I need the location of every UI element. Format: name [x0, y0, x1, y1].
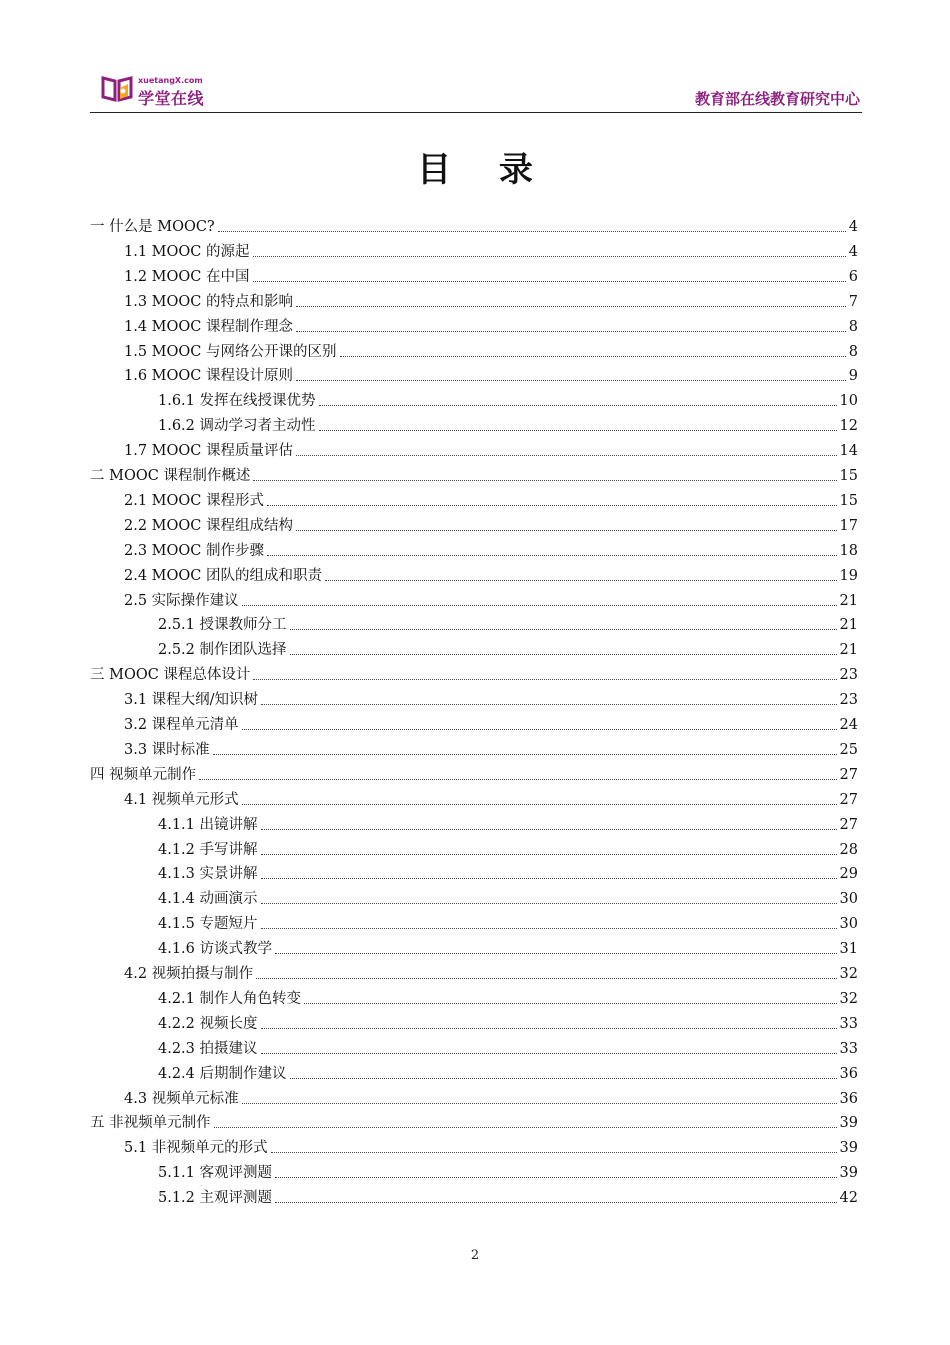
toc-entry-page: 27	[839, 791, 858, 808]
toc-dot-leader	[253, 241, 846, 257]
toc-entry-label: 4.2.1 制作人角色转变	[158, 990, 302, 1007]
toc-entry[interactable]	[124, 489, 858, 513]
toc-dot-leader	[261, 839, 837, 855]
toc-dot-leader	[213, 739, 837, 755]
book-logo-icon	[100, 72, 134, 104]
toc-entry[interactable]	[124, 514, 858, 538]
toc-dot-leader	[319, 415, 837, 431]
toc-dot-leader	[296, 291, 846, 307]
toc-title: 目 录	[417, 150, 551, 190]
toc-dot-leader	[275, 1187, 837, 1203]
toc-entry-page: 18	[839, 542, 858, 559]
toc-entry-label: 2.4 MOOC 团队的组成和职责	[124, 567, 322, 584]
toc-entry[interactable]	[90, 1111, 858, 1135]
toc-dot-leader	[296, 365, 846, 381]
toc-entry[interactable]	[158, 937, 858, 961]
toc-entry[interactable]	[124, 738, 858, 762]
toc-entry-label: 五 非视频单元制作	[90, 1115, 211, 1132]
toc-entry-page: 23	[839, 692, 858, 709]
toc-entry-label: 2.5 实际操作建议	[124, 592, 239, 609]
toc-entry-page: 19	[839, 567, 858, 584]
toc-entry[interactable]	[90, 663, 858, 687]
toc-entry[interactable]	[124, 1087, 858, 1111]
toc-entry-page: 25	[839, 741, 858, 758]
toc-dot-leader	[261, 1013, 837, 1029]
toc-entry-page: 4	[848, 219, 858, 235]
toc-entry[interactable]	[124, 340, 858, 364]
logo-name: 学堂在线	[138, 89, 205, 108]
toc-entry-label: 2.1 MOOC 课程形式	[124, 492, 264, 509]
toc-entry-label: 三 MOOC 课程总体设计	[90, 667, 251, 684]
toc-entry-page: 28	[839, 841, 858, 858]
toc-entry-label: 二 MOOC 课程制作概述	[90, 468, 251, 484]
toc-dot-leader	[218, 216, 846, 232]
toc-dot-leader	[261, 1038, 837, 1054]
toc-dot-leader	[199, 764, 836, 780]
logo-url-text: xuetangX.com	[138, 76, 203, 85]
toc-entry-page: 36	[839, 1090, 858, 1107]
toc-dot-leader	[261, 863, 837, 879]
toc-entry-page: 39	[839, 1165, 858, 1182]
toc-entry-page: 39	[839, 1140, 858, 1157]
toc-entry[interactable]	[158, 862, 858, 886]
toc-entry[interactable]	[158, 1161, 858, 1185]
toc-dot-leader	[261, 814, 837, 830]
toc-entry[interactable]	[90, 215, 858, 239]
toc-dot-leader	[242, 1088, 837, 1104]
toc-entry[interactable]	[158, 389, 858, 413]
toc-entry-label: 1.4 MOOC 课程制作理念	[124, 318, 293, 335]
toc-entry-label: 2.5.2 制作团队选择	[158, 642, 287, 659]
toc-entry[interactable]	[158, 1012, 858, 1036]
toc-entry-label: 5.1.2 主观评测题	[158, 1190, 273, 1207]
toc-entry-page: 15	[839, 492, 858, 509]
toc-entry-page: 33	[839, 1015, 858, 1032]
toc-entry-page: 9	[848, 368, 858, 385]
toc-entry-page: 42	[839, 1190, 858, 1207]
toc-dot-leader	[242, 714, 837, 730]
toc-entry-page: 29	[839, 866, 858, 883]
toc-dot-leader	[304, 988, 837, 1004]
toc-dot-leader	[325, 565, 837, 581]
toc-entry-label: 1.1 MOOC 的源起	[124, 243, 250, 260]
toc-entry-page: 39	[839, 1115, 858, 1132]
toc-entry-page: 33	[839, 1040, 858, 1057]
toc-entry[interactable]	[124, 713, 858, 737]
toc-entry-page: 24	[839, 717, 858, 733]
xuetangx-logo	[100, 72, 240, 108]
toc-entry-label: 4.1.5 专题短片	[158, 916, 258, 933]
header-divider	[90, 112, 862, 113]
toc-entry[interactable]	[158, 414, 858, 438]
toc-entry-page: 15	[839, 468, 858, 484]
toc-entry-label: 4.2 视频拍摄与制作	[124, 966, 254, 982]
toc-entry[interactable]	[124, 688, 858, 712]
toc-entry-page: 6	[848, 268, 858, 285]
toc-entry-page: 12	[839, 418, 858, 435]
toc-entry-label: 4.1.6 访谈式教学	[158, 941, 273, 958]
toc-entry[interactable]	[124, 439, 858, 463]
toc-entry-page: 32	[839, 990, 858, 1007]
toc-entry-page: 30	[839, 891, 858, 908]
toc-dot-leader	[253, 664, 836, 680]
toc-entry-label: 2.2 MOOC 课程组成结构	[124, 517, 293, 534]
toc-entry-label: 4.2.2 视频长度	[158, 1015, 258, 1032]
toc-dot-leader	[290, 639, 837, 655]
toc-dot-leader	[261, 689, 836, 705]
toc-entry-label: 1.6.1 发挥在线授课优势	[158, 393, 316, 410]
toc-entry-page: 8	[848, 318, 858, 335]
toc-entry-page: 8	[848, 343, 858, 360]
toc-dot-leader	[242, 789, 837, 805]
toc-entry-label: 1.3 MOOC 的特点和影响	[124, 293, 293, 310]
toc-entry-label: 3.2 课程单元清单	[124, 717, 239, 733]
toc-entry[interactable]	[124, 290, 858, 314]
toc-entry[interactable]	[124, 1136, 858, 1160]
toc-dot-leader	[290, 614, 837, 630]
toc-dot-leader	[253, 465, 836, 481]
toc-entry-page: 4	[848, 243, 858, 260]
toc-dot-leader	[214, 1112, 837, 1128]
toc-entry[interactable]	[158, 1186, 858, 1210]
toc-entry-label: 1.2 MOOC 在中国	[124, 268, 250, 285]
toc-entry[interactable]	[124, 788, 858, 812]
toc-dot-leader	[296, 515, 837, 531]
toc-entry-page: 32	[839, 966, 858, 982]
organization-name: 教育部在线教育研究中心	[694, 90, 860, 108]
toc-entry[interactable]	[124, 962, 858, 986]
toc-entry[interactable]	[158, 1037, 858, 1061]
toc-entry-page: 21	[839, 592, 858, 609]
toc-entry-page: 23	[839, 667, 858, 684]
toc-dot-leader	[267, 540, 837, 556]
toc-dot-leader	[261, 888, 837, 904]
toc-dot-leader	[340, 341, 846, 357]
toc-entry-page: 21	[839, 617, 858, 634]
toc-entry[interactable]	[90, 763, 858, 787]
toc-entry[interactable]	[124, 315, 858, 339]
toc-dot-leader	[242, 590, 837, 606]
toc-entry-page: 31	[839, 941, 858, 958]
toc-dot-leader	[319, 390, 837, 406]
toc-entry[interactable]	[124, 564, 858, 588]
toc-entry-label: 1.7 MOOC 课程质量评估	[124, 443, 293, 460]
toc-dot-leader	[296, 440, 837, 456]
toc-entry-label: 4.1.4 动画演示	[158, 891, 258, 908]
toc-dot-leader	[296, 316, 846, 332]
toc-entry-label: 5.1.1 客观评测题	[158, 1165, 273, 1182]
toc-dot-leader	[275, 938, 837, 954]
toc-entry-page: 36	[839, 1065, 858, 1082]
toc-dot-leader	[261, 913, 837, 929]
toc-entry-label: 4.1.3 实景讲解	[158, 866, 258, 883]
toc-entry[interactable]	[124, 265, 858, 289]
toc-entry-page: 30	[839, 916, 858, 933]
toc-entry-label: 3.3 课时标准	[124, 741, 210, 758]
toc-entry[interactable]	[158, 887, 858, 911]
toc-entry-label: 1.6.2 调动学习者主动性	[158, 418, 316, 435]
toc-entry-page: 17	[839, 517, 858, 534]
page-header	[90, 68, 862, 112]
toc-entry-page: 7	[848, 293, 858, 310]
toc-dot-leader	[275, 1162, 837, 1178]
toc-dot-leader	[267, 490, 837, 506]
toc-entry[interactable]	[124, 364, 858, 388]
toc-entry[interactable]	[158, 1062, 858, 1086]
toc-entry-page: 14	[839, 443, 858, 460]
toc-entry-page: 27	[839, 766, 858, 783]
toc-dot-leader	[290, 1063, 837, 1079]
toc-entry-label: 四 视频单元制作	[90, 766, 197, 783]
toc-entry-label: 4.1.2 手写讲解	[158, 841, 258, 858]
toc-entry[interactable]	[90, 464, 858, 488]
page-number: 2	[470, 1248, 480, 1263]
toc-entry-label: 1.5 MOOC 与网络公开课的区别	[124, 343, 337, 360]
toc-entry-label: 4.3 视频单元标准	[124, 1090, 239, 1107]
toc-entry-label: 2.5.1 授课教师分工	[158, 617, 287, 634]
toc-dot-leader	[271, 1137, 837, 1153]
toc-entry[interactable]	[158, 912, 858, 936]
toc-entry-label: 一 什么是 MOOC?	[90, 219, 215, 235]
toc-entry[interactable]	[158, 987, 858, 1011]
toc-entry-label: 4.2.4 后期制作建议	[158, 1065, 287, 1082]
toc-entry[interactable]	[124, 589, 858, 613]
toc-dot-leader	[256, 963, 836, 979]
toc-entry[interactable]	[124, 240, 858, 264]
toc-entry[interactable]	[158, 838, 858, 862]
toc-entry-label: 4.1 视频单元形式	[124, 791, 239, 808]
toc-entry-label: 3.1 课程大纲/知识树	[124, 692, 259, 709]
toc-entry[interactable]	[124, 539, 858, 563]
toc-entry-label: 4.2.3 拍摄建议	[158, 1040, 258, 1057]
toc-entry[interactable]	[158, 638, 858, 662]
toc-dot-leader	[253, 266, 846, 282]
toc-entry-page: 27	[839, 816, 858, 833]
toc-entry[interactable]	[158, 813, 858, 837]
toc-entry-label: 1.6 MOOC 课程设计原则	[124, 368, 293, 385]
toc-entry-label: 2.3 MOOC 制作步骤	[124, 542, 264, 559]
toc-entry-label: 5.1 非视频单元的形式	[124, 1140, 268, 1157]
toc-entry-page: 10	[839, 393, 858, 410]
toc-entry[interactable]	[158, 613, 858, 637]
toc-entry-label: 4.1.1 出镜讲解	[158, 816, 258, 833]
toc-entry-page: 21	[839, 642, 858, 659]
